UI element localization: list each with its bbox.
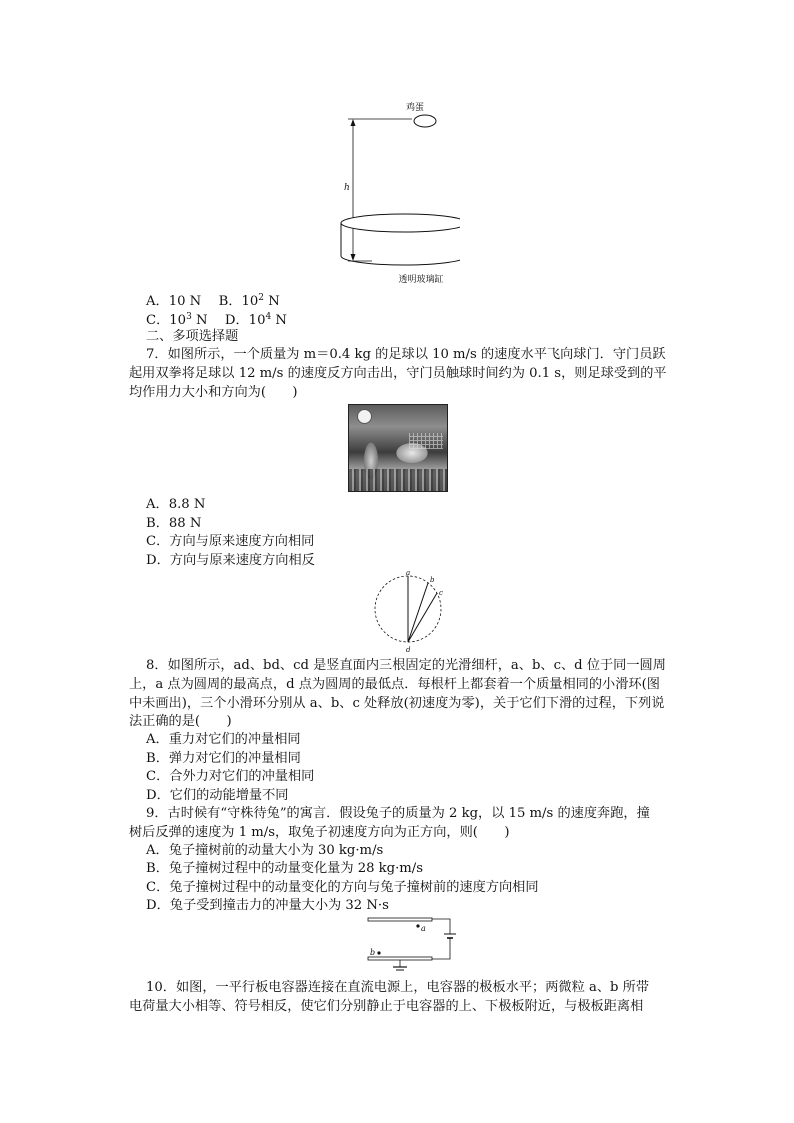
q7-option-d: D．方向与原来速度方向相反 (146, 553, 315, 568)
height-arrow-down (351, 254, 356, 261)
goalkeeper-photo (348, 404, 448, 492)
q10-text-line-1: 10．如图，一平行板电容器连接在直流电源上，电容器的极板水平；两微粒 a、b 所带 (146, 980, 650, 995)
glass-tank (341, 214, 460, 265)
q6-option-c: C．$10^3$ N (146, 312, 208, 328)
point-c-label: c (439, 589, 443, 597)
q8-text-line-4: 法正确的是( ) (129, 714, 232, 729)
egg-drop-figure (330, 96, 460, 288)
q7-option-c: C．方向与原来速度方向相同 (146, 534, 315, 549)
q9-option-a: A．兔子撞树前的动量大小为 30 kg·m/s (146, 843, 384, 858)
football-shape (357, 409, 372, 424)
height-label: h (344, 183, 350, 193)
egg-shape (414, 115, 436, 127)
tank-label: 透明玻璃缸 (398, 275, 444, 285)
q9-option-b: B．兔子撞树过程中的动量变化量为 28 kg·m/s (146, 861, 424, 876)
q6-option-b: B．$10^2$ N (218, 293, 280, 309)
q7-text-line-2: 起用双拳将足球以 12 m/s 的速度反方向击出，守门员触球时间约为 0.1 s，则足球受到的平 (129, 366, 667, 381)
q8-option-c: C．合外力对它们的冲量相同 (146, 769, 315, 784)
q7-option-a: A．8.8 N (146, 497, 206, 512)
particle-b (377, 951, 380, 954)
upper-wire (432, 919, 450, 934)
point-a-label: a (406, 569, 411, 577)
point-d-label: d (406, 646, 411, 654)
upper-plate (368, 918, 432, 921)
section-heading: 二、多项选择题 (146, 329, 239, 344)
goal-net-shape (409, 433, 443, 449)
lower-wire (432, 938, 450, 959)
lower-plate (368, 957, 432, 960)
height-arrow-up (351, 119, 356, 126)
q7-text-line-3: 均作用力大小和方向为( ) (129, 385, 298, 400)
q10-text-line-2: 电荷量大小相等、符号相反，使它们分别静止于电容器的上、下极板附近，与极板距离相 (129, 999, 644, 1014)
q8-text-line-1: 8．如图所示，ad、bd、cd 是竖直面内三根固定的光滑细杆，a、b、c、d 位于同一圆周 (146, 658, 666, 673)
q6-option-a: A．10 N (146, 294, 202, 309)
q8-option-d: D．它们的动能增量不同 (146, 788, 289, 803)
egg-label: 鸡蛋 (405, 103, 425, 113)
particle-a-label: a (421, 924, 426, 933)
q6-option-d: D．$10^4$ N (224, 312, 287, 328)
point-b-label: b (430, 576, 435, 584)
q8-text-line-3: 中未画出)，三个小滑环分别从 a、b、c 处释放(初速度为零)，关于它们下滑的过程，下列说 (129, 696, 665, 711)
q9-text-line-1: 9．古时候有“守株待兔”的寓言．假设兔子的质量为 2 kg，以 15 m/s 的速度奔跑，撞 (146, 806, 650, 821)
circle-rods-figure (368, 568, 452, 658)
capacitor-figure (362, 904, 466, 976)
crowd-shape (349, 469, 447, 491)
particle-a (416, 924, 419, 927)
q8-option-b: B．弹力对它们的冲量相同 (146, 751, 301, 766)
q8-option-a: A．重力对它们的冲量相同 (146, 732, 301, 747)
q7-text-line-1: 7．如图所示，一个质量为 m＝0.4 kg 的足球以 10 m/s 的速度水平飞向球门．守门员跃 (146, 347, 666, 362)
particle-b-label: b (370, 948, 376, 957)
q8-text-line-2: 上，a 点为圆周的最高点，d 点为圆周的最低点．每根杆上都套着一个质量相同的小滑环(图 (129, 677, 660, 692)
q7-option-b: B．88 N (146, 516, 202, 531)
q9-text-line-2: 树后反弹的速度为 1 m/s，取兔子初速度方向为正方向，则( ) (129, 825, 510, 840)
q9-option-c: C．兔子撞树过程中的动量变化的方向与兔子撞树前的速度方向相同 (146, 880, 539, 895)
q9-option-d: D．兔子受到撞击力的冲量大小为 32 N·s (146, 898, 389, 913)
